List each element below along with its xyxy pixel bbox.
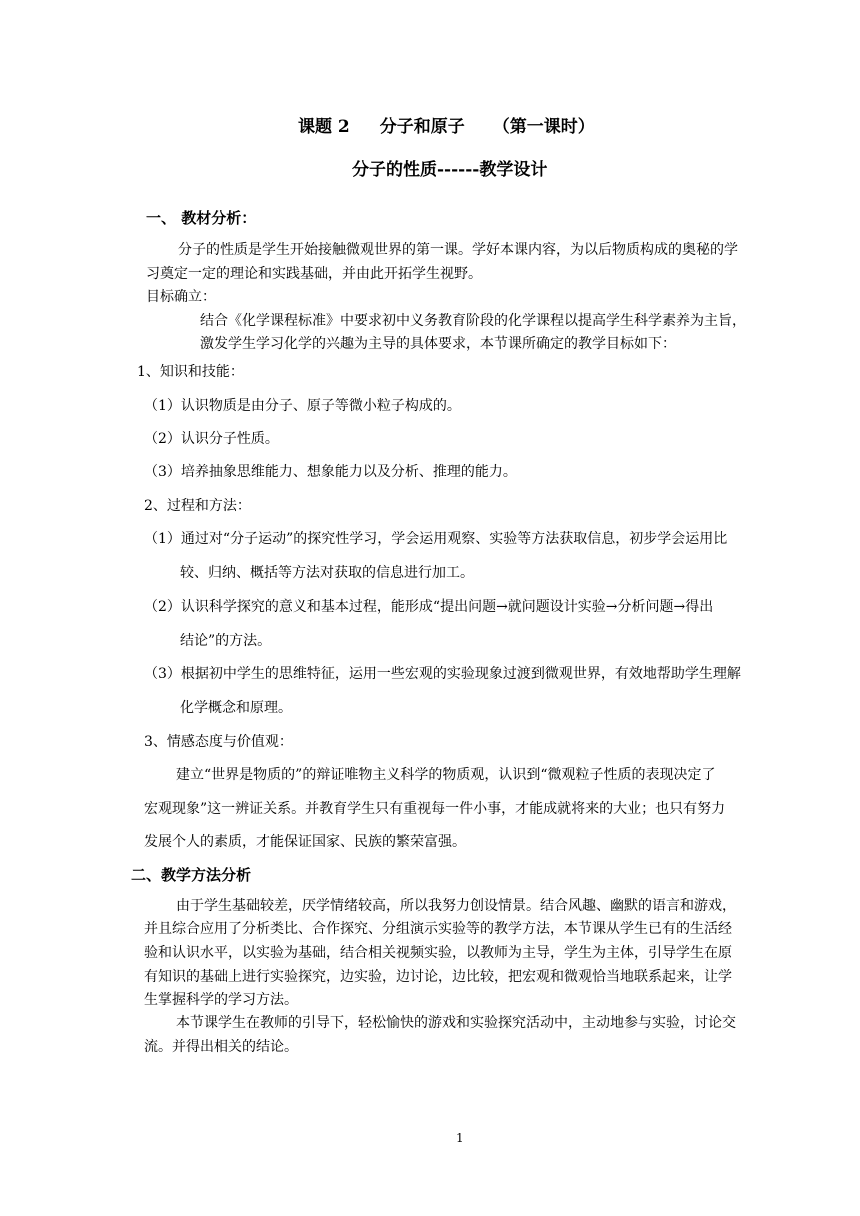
- process-item-line: 化学概念和原理。: [180, 700, 292, 716]
- section2-paragraph-line: 有知识的基础上进行实验探究，边实验，边讨论，边比较，把宏观和微观恰当地联系起来，让学: [144, 969, 732, 985]
- process-item-line: （2）认识科学探究的意义和基本过程，能形成“提出问题→就问题设计实验→分析问题→得出: [144, 599, 714, 615]
- process-item-line: 较、归纳、概括等方法对获取的信息进行加工。: [180, 565, 474, 581]
- knowledge-item: （2）认识分子性质。: [144, 431, 279, 447]
- process-item-line: （1）通过对“分子运动”的探究性学习，学会运用观察、实验等方法获取信息，初步学会运用比: [144, 531, 728, 547]
- goal-label: 目标确立：: [146, 289, 216, 305]
- section2-paragraph-line: 并且综合应用了分析类比、合作探究、分组演示实验等的教学方法，本节课从学生已有的生活经: [144, 921, 732, 937]
- knowledge-item: （3）培养抽象思维能力、想象能力以及分析、推理的能力。: [144, 464, 517, 480]
- process-item-line: 结论”的方法。: [180, 633, 272, 649]
- document-title: [298, 117, 595, 137]
- document-subtitle: 分子的性质------教学设计: [352, 160, 548, 180]
- title-lesson-number: 课题 2: [298, 117, 350, 137]
- goal-line: 激发学生学习化学的兴趣为主导的具体要求，本节课所确定的教学目标如下：: [200, 336, 676, 352]
- emotion-line: 建立“世界是物质的”的辩证唯物主义科学的物质观，认识到“微观粒子性质的表现决定了: [176, 767, 716, 783]
- title-topic: 分子和原子: [379, 117, 465, 137]
- section1-paragraph-line: 分子的性质是学生开始接触微观世界的第一课。学好本课内容，为以后物质构成的奥秘的学: [178, 242, 738, 258]
- page-number: 1: [456, 1131, 464, 1145]
- section2-paragraph-line: 生掌握科学的学习方法。: [144, 992, 298, 1008]
- title-period: （第一课时）: [492, 117, 595, 137]
- emotion-heading: 3、情感态度与价值观：: [144, 734, 293, 750]
- section2-paragraph-line: 由于学生基础较差，厌学情绪较高，所以我努力创设情景。结合风趣、幽默的语言和游戏，: [176, 898, 736, 914]
- knowledge-item: （1）认识物质是由分子、原子等微小粒子构成的。: [144, 398, 461, 414]
- process-item-line: （3）根据初中学生的思维特征，运用一些宏观的实验现象过渡到微观世界，有效地帮助学生理解: [144, 666, 741, 682]
- process-heading: 2、过程和方法：: [144, 498, 251, 514]
- section2-paragraph-line: 流。并得出相关的结论。: [144, 1039, 298, 1055]
- goal-line: 结合《化学课程标准》中要求初中义务教育阶段的化学课程以提高学生科学素养为主旨，: [200, 313, 746, 329]
- section1-paragraph-line: 习奠定一定的理论和实践基础，并由此开拓学生视野。: [146, 266, 482, 282]
- emotion-line: 宏观现象”这一辨证关系。并教育学生只有重视每一件小事，才能成就将来的大业；也只有努力: [144, 801, 726, 817]
- knowledge-heading: 1、知识和技能：: [137, 364, 244, 380]
- emotion-line: 发展个人的素质，才能保证国家、民族的繁荣富强。: [144, 834, 466, 850]
- section2-paragraph-line: 本节课学生在教师的引导下，轻松愉快的游戏和实验探究活动中，主动地参与实验，讨论交: [176, 1015, 736, 1031]
- section1-heading: 一、 教材分析：: [146, 209, 257, 227]
- section2-paragraph-line: 验和认识水平，以实验为基础，结合相关视频实验，以教师为主导，学生为主体，引导学生在原: [144, 945, 732, 961]
- section2-heading: 二、教学方法分析: [131, 866, 252, 884]
